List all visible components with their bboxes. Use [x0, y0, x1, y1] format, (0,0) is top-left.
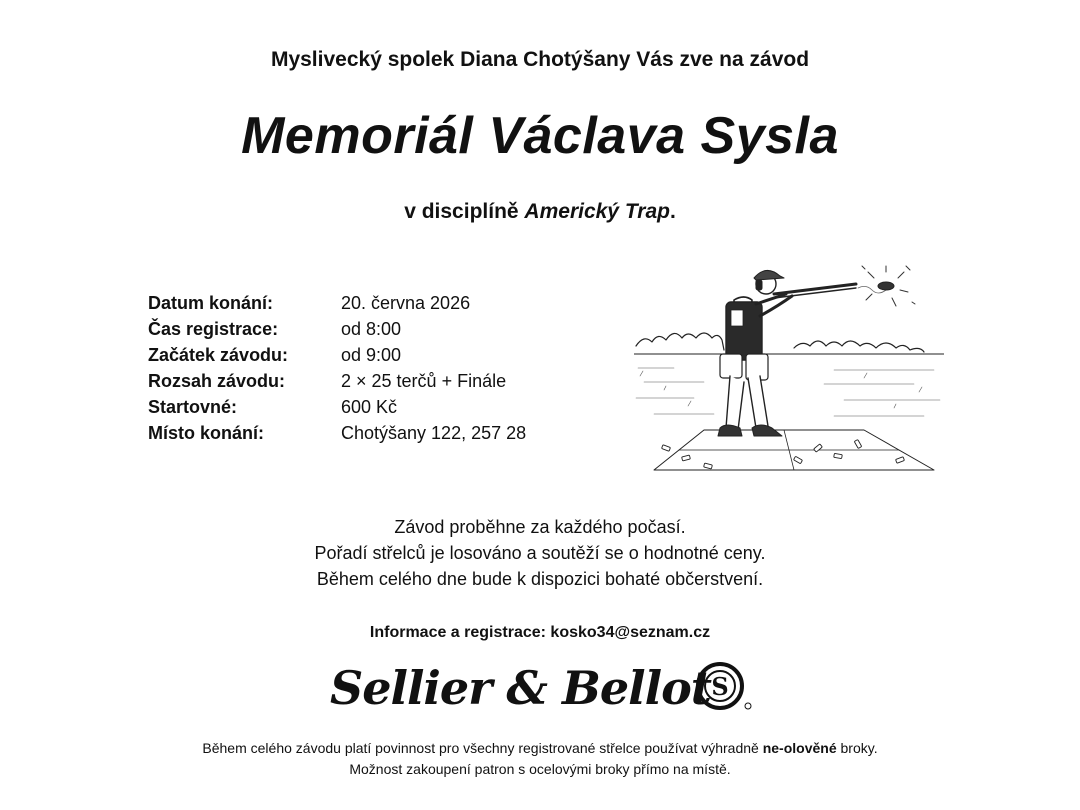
notes-block	[0, 514, 1080, 592]
footer-line-1-bold: ne-olověné	[762, 740, 837, 756]
trap-shooter-illustration	[634, 258, 944, 480]
note-line: Pořadí střelců je losováno a soutěží se o hodnotné ceny.	[314, 543, 766, 563]
event-title: Memoriál Václava Sysla	[241, 107, 839, 165]
detail-value: 20. června 2026	[341, 292, 471, 313]
discipline-line	[0, 200, 1080, 224]
detail-value: 600 Kč	[341, 396, 398, 417]
intro-line: Myslivecký spolek Diana Chotýšany Vás zve na závod	[270, 48, 810, 71]
contact-line	[0, 624, 1080, 642]
detail-row	[148, 420, 526, 446]
discipline-name: Americký Trap	[524, 200, 670, 223]
detail-value: od 9:00	[341, 344, 402, 365]
footer-line-1	[0, 738, 1080, 759]
footer-line-1-suffix: broky.	[840, 740, 878, 756]
detail-label: Začátek závodu:	[148, 344, 289, 365]
sellier-bellot-logo	[322, 656, 762, 720]
detail-row	[148, 290, 526, 316]
footer-line-1-prefix: Během celého závodu platí povinnost pro všechny registrované střelce používat výhradně	[202, 740, 759, 756]
detail-label: Místo konání:	[148, 422, 264, 443]
detail-label: Datum konání:	[148, 292, 274, 313]
detail-label: Čas registrace:	[148, 318, 279, 339]
discipline-suffix: .	[669, 200, 676, 223]
detail-label: Startovné:	[148, 396, 238, 417]
detail-value: od 8:00	[341, 318, 402, 339]
detail-value: 2 × 25 terčů + Finále	[341, 370, 507, 391]
detail-row	[148, 394, 526, 420]
detail-label: Rozsah závodu:	[148, 370, 286, 391]
event-details-table	[148, 290, 526, 446]
svg-text:S: S	[711, 672, 729, 701]
detail-row	[148, 342, 526, 368]
detail-row	[148, 316, 526, 342]
svg-text:Sellier & Bellot: Sellier & Bellot	[330, 661, 711, 715]
contact-label: Informace a registrace:	[369, 624, 546, 641]
detail-row	[148, 368, 526, 394]
footer-notice	[0, 738, 1080, 780]
contact-email[interactable]: kosko34@seznam.cz	[550, 624, 711, 641]
footer-line-2: Možnost zakoupení patron s ocelovými broky přímo na místě.	[349, 761, 731, 777]
discipline-prefix: v disciplíně	[404, 200, 519, 223]
sb-emblem-icon	[698, 664, 751, 709]
note-line: Během celého dne bude k dispozici bohaté občerstvení.	[316, 569, 764, 589]
note-line: Závod proběhne za každého počasí.	[394, 517, 686, 537]
detail-value: Chotýšany 122, 257 28	[341, 422, 527, 443]
